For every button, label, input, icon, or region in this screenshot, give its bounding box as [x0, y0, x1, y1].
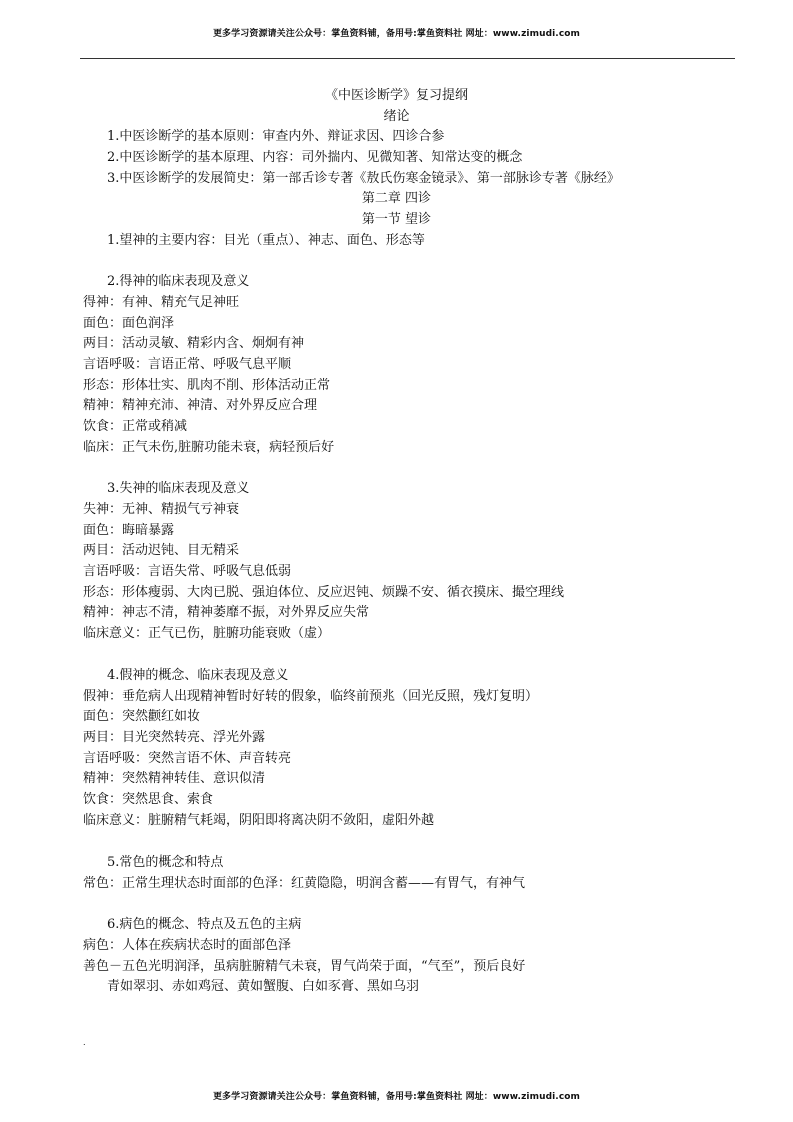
item-line: 面色：突然颧红如妆 [83, 709, 201, 724]
page-header: 更多学习资源请关注公众号：掌鱼资料铺，备用号:掌鱼资料社 网址：www.zimudi.com [212, 29, 581, 39]
item-line: 两目：活动灵敏、精彩内含、炯炯有神 [83, 336, 305, 351]
item-line: 言语呼吸：言语失常、呼吸气息低弱 [83, 564, 292, 579]
item-line: 两目：活动迟钝、目无精采 [83, 543, 240, 558]
item-heading: 6.病色的概念、特点及五色的主病 [107, 917, 302, 932]
item-line: 得神：有神、精充气足神旺 [83, 295, 240, 310]
item-line: 形态：形体瘦弱、大肉已脱、强迫体位、反应迟钝、烦躁不安、循衣摸床、撮空理线 [83, 585, 565, 600]
header-rule [80, 58, 735, 59]
intro-item: 1.中医诊断学的基本原则：审查内外、辩证求因、四诊合参 [107, 129, 445, 144]
item-line: 精神：精神充沛、神清、对外界反应合理 [83, 398, 318, 413]
item-line: 临床：正气未伤,脏腑功能未衰，病轻预后好 [83, 440, 335, 455]
item-line: 言语呼吸：言语正常、呼吸气息平顺 [83, 357, 292, 372]
item-line: 失神：无神、精损气亏神衰 [83, 502, 240, 517]
item-line: 精神：突然精神转佳、意识似清 [83, 771, 266, 786]
item-heading: 3.失神的临床表现及意义 [107, 481, 250, 496]
item-line: 面色：晦暗暴露 [83, 523, 175, 538]
intro-heading: 绪论 [383, 109, 410, 124]
chapter-heading: 第二章 四诊 [361, 191, 432, 206]
item-line: 病色：人体在疾病状态时的面部色泽 [83, 938, 292, 953]
item-line: 善色－五色光明润泽，虽病脏腑精气未衰，胃气尚荣于面，“气至”，预后良好 [83, 959, 526, 974]
item-line: 饮食：突然思食、索食 [83, 792, 214, 807]
item-heading: 2.得神的临床表现及意义 [107, 274, 250, 289]
page-mark: . [83, 1038, 86, 1047]
doc-title: 《中医诊断学》复习提纲 [324, 88, 468, 103]
item-line: 临床意义：正气已伤，脏腑功能衰败（虚） [83, 626, 331, 641]
item-line: 假神：垂危病人出现精神暂时好转的假象，临终前预兆（回光反照，残灯复明） [83, 689, 539, 704]
item-line: 临床意义：脏腑精气耗竭，阴阳即将离决阴不敛阳，虚阳外越 [83, 813, 435, 828]
item-line: 饮食：正常或稍减 [83, 419, 188, 434]
item-line: 言语呼吸：突然言语不休、声音转亮 [83, 751, 292, 766]
item-line: 形态：形体壮实、肌肉不削、形体活动正常 [83, 378, 331, 393]
section-heading: 第一节 望诊 [361, 212, 432, 227]
item-line: 面色：面色润泽 [83, 316, 175, 331]
item-line: 常色：正常生理状态时面部的色泽：红黄隐隐，明润含蓄——有胃气，有神气 [83, 876, 526, 891]
item-heading: 4.假神的概念、临床表现及意义 [107, 668, 289, 683]
intro-item: 2.中医诊断学的基本原理、内容：司外揣内、见微知著、知常达变的概念 [107, 150, 523, 165]
item-line: 青如翠羽、赤如鸡冠、黄如蟹腹、白如豕膏、黑如乌羽 [107, 979, 420, 994]
item-heading: 1.望神的主要内容：目光（重点）、神志、面色、形态等 [107, 233, 425, 248]
item-heading: 5.常色的概念和特点 [107, 855, 224, 870]
item-line: 精神：神志不清，精神萎靡不振，对外界反应失常 [83, 605, 370, 620]
item-line: 两目：目光突然转亮、浮光外露 [83, 730, 266, 745]
intro-item: 3.中医诊断学的发展简史：第一部舌诊专著《敖氏伤寒金镜录》、第一部脉诊专著《脉经》 [107, 171, 620, 186]
page-footer: 更多学习资源请关注公众号：掌鱼资料铺，备用号:掌鱼资料社 网址：www.zimudi.com [212, 1092, 581, 1102]
